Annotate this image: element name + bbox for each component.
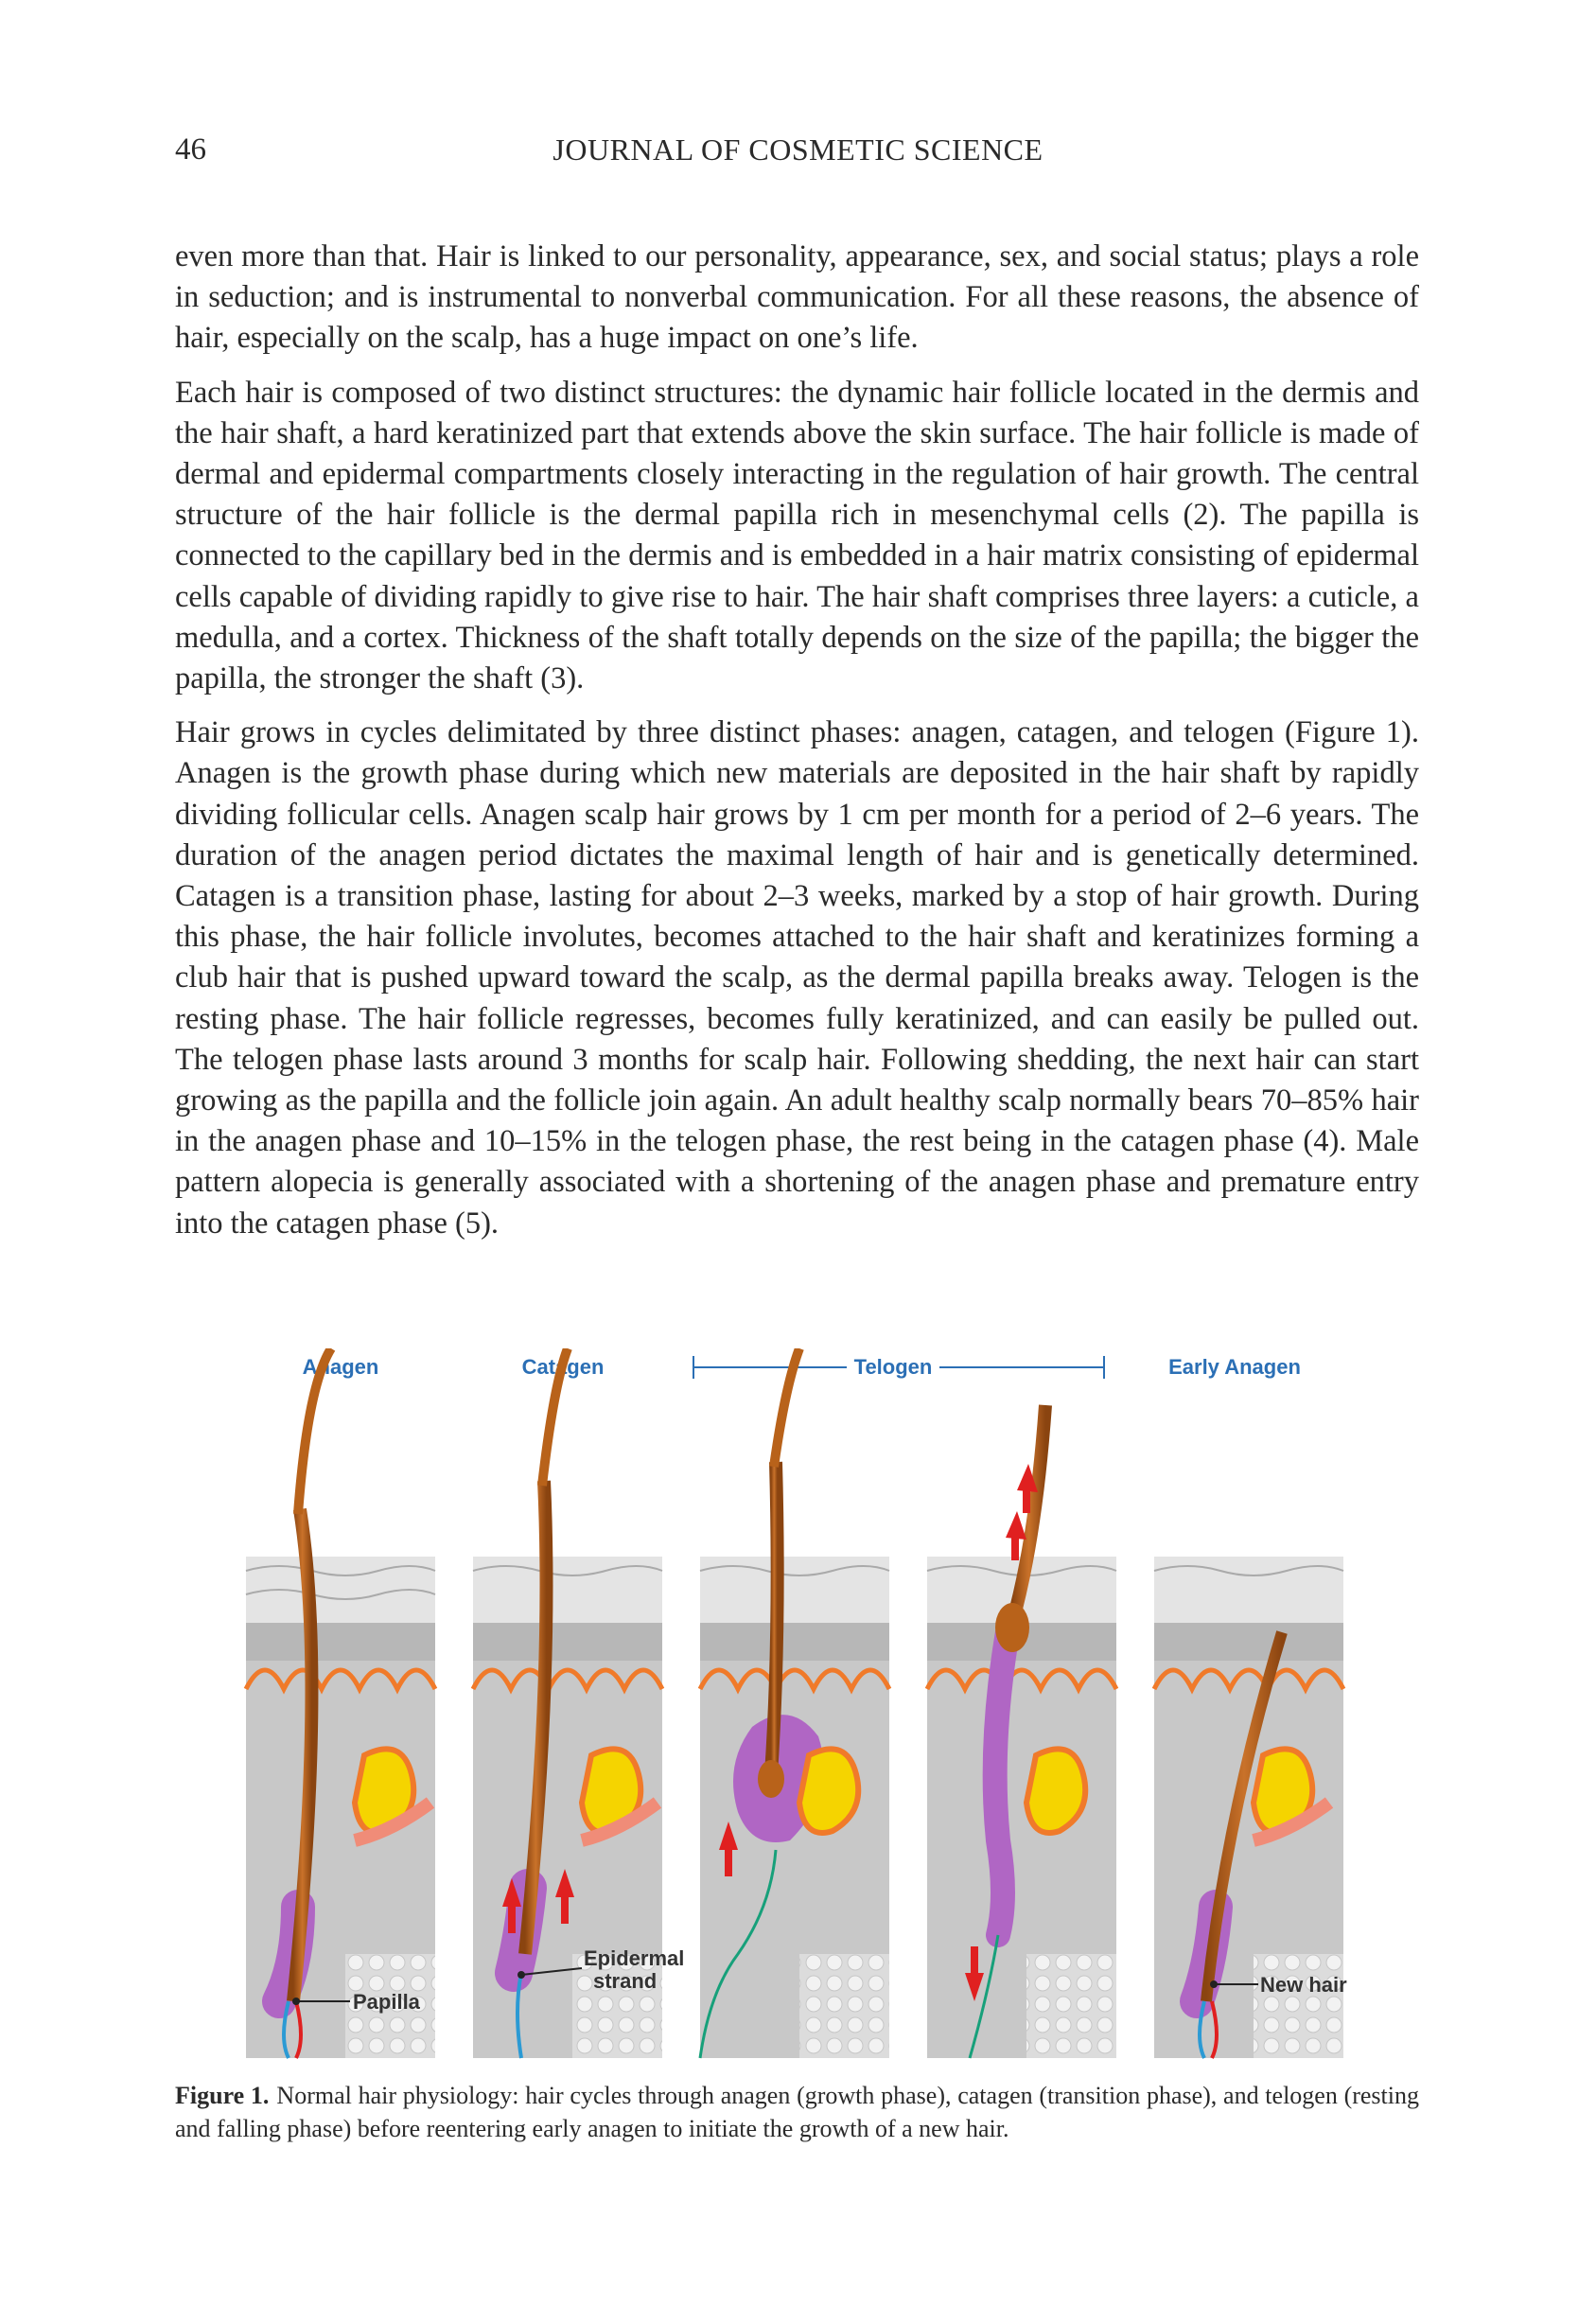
figure-1 [241,1348,1348,2068]
panel-telogen-shedding [927,1405,1116,2058]
label-early-anagen: Early Anagen [1168,1355,1301,1379]
panel-early-anagen [1154,1557,1347,2058]
label-catagen: Catagen [521,1355,605,1379]
paragraph-3: Hair grows in cycles delimitated by three distinct phases: anagen, catagen, and telogen (Figure 1). Anagen is the growth phase during which new materials are deposited in the hair shaft by rapidly dividing follicular cells. Anagen scalp hair grows by 1 cm per month for a period of 2–6 years. The duration of the anagen period dictates the maximal length of hair and is genetically determined. Catagen is a transition phase, lasting for about 2–3 weeks, marked by a stop of hair growth. During this phase, the hair follicle involutes, becomes attached to the hair shaft and keratinizes forming a club hair that is pushed upward toward the scalp, as the dermal papilla breaks away. Telogen is the resting phase. The hair follicle regresses, becomes fully keratinized, and can easily be pulled out. The telogen phase lasts around 3 months for scalp hair. Following shedding, the next hair can start growing as the papilla and the follicle join again. An adult healthy scalp normally bears 70–85% hair in the anagen phase and 10–15% in the telogen phase, the rest being in the catagen phase (4). Male pattern alopecia is generally associated with a shortening of the anagen phase and premature entry into the catagen phase (5). [175,715,1419,1241]
panel-anagen [246,1348,435,2058]
caption-text: Normal hair physiology: hair cycles through anagen (growth phase), catagen (transition phase), and telogen (resting and falling phase) before reentering early anagen to initiate the growth of a new hair. [175,2082,1419,2142]
paragraph-1: even more than that. Hair is linked to our personality, appearance, sex, and social status; plays a role in seduction; and is instrumental to nonverbal communication. For all these reasons, the absence of hair, especially on the scalp, has a huge impact on one’s life. [175,239,1419,356]
panel-telogen-resting [700,1348,889,2058]
body-text [175,237,1419,1258]
paragraph-2: Each hair is composed of two distinct structures: the dynamic hair follicle located in the dermis and the hair shaft, a hard keratinized part that extends above the skin surface. The hair follicle is made of dermal and epidermal compartments closely interacting in the regulation of hair growth. The central structure of the hair follicle is the dermal papilla rich in mesenchymal cells (2). The papilla is connected to the capillary bed in the dermis and is embedded in a hair matrix consisting of epidermal cells capable of dividing rapidly to give rise to hair. The hair shaft comprises three layers: a cuticle, a medulla, and a cortex. Thickness of the shaft totally depends on the size of the papilla; the bigger the papilla, the stronger the shaft (3). [175,375,1419,696]
label-telogen: Telogen [853,1355,933,1379]
hair-cycle-illustration [241,1348,1348,2068]
caption-label: Figure 1. [175,2082,270,2109]
annotation-epidermal: Epidermal [584,1946,685,1970]
label-anagen: Anagen [302,1355,379,1379]
annotation-new-hair: New hair [1260,1973,1347,1997]
figure-caption [175,2079,1419,2145]
annotation-strand: strand [593,1969,658,1993]
panel-catagen [473,1348,684,2058]
running-head: JOURNAL OF COSMETIC SCIENCE [552,132,1044,167]
page-number: 46 [175,132,206,167]
annotation-papilla: Papilla [353,1990,420,2014]
